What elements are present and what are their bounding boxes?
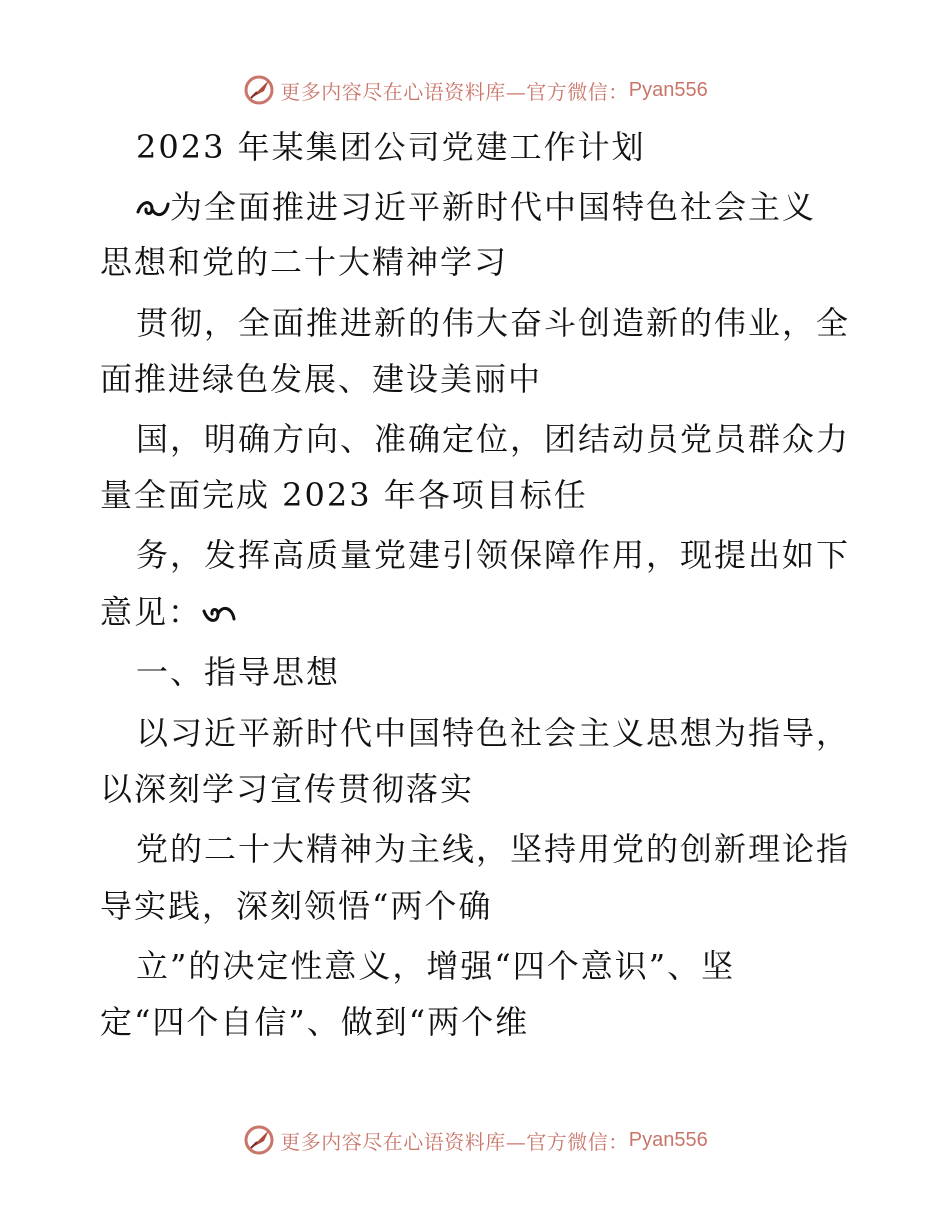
watermark-wechat-id: Pyan556	[628, 1128, 708, 1151]
paragraph-line: 导实践，深刻领悟“两个确	[100, 887, 493, 925]
quill-logo-icon	[242, 1123, 276, 1157]
paragraph-line: 务，发挥高质量党建引领保障作用，现提出如下	[136, 536, 851, 574]
watermark-text: 更多内容尽在心语资料库—官方微信：	[280, 1129, 629, 1154]
document-title: 2023 年某集团公司党建工作计划	[136, 128, 646, 166]
paragraph-line: 贯彻，全面推进新的伟大奋斗创造新的伟业，全	[136, 304, 851, 342]
swirl-ornament-icon	[136, 196, 170, 222]
watermark-header	[0, 70, 950, 110]
paragraph-line: 思想和党的二十大精神学习	[100, 243, 509, 281]
paragraph-line	[136, 187, 816, 227]
watermark-wechat-id: Pyan556	[628, 78, 708, 101]
paragraph-line: 以深刻学习宣传贯彻落实	[100, 770, 475, 808]
paragraph-line: 党的二十大精神为主线，坚持用党的创新理论指	[136, 830, 851, 868]
paragraph-line: 立”的决定性意义，增强“四个意识”、坚	[136, 947, 736, 985]
paragraph-line	[100, 592, 236, 632]
paragraph-line: 面推进绿色发展、建设美丽中	[100, 360, 543, 398]
quill-logo-icon	[242, 73, 276, 107]
paragraph-line: 国，明确方向、准确定位，团结动员党员群众力	[136, 420, 851, 458]
paragraph-line: 定“四个自信”、做到“两个维	[100, 1003, 530, 1041]
paragraph-line: 以习近平新时代中国特色社会主义思想为指导，	[136, 714, 851, 752]
watermark-footer	[0, 1120, 950, 1160]
paragraph-text: 意见：	[100, 593, 203, 631]
paragraph-text: 为全面推进习近平新时代中国特色社会主义	[170, 188, 817, 226]
section-heading: 一、指导思想	[136, 653, 341, 691]
watermark-text: 更多内容尽在心语资料库—官方微信：	[280, 79, 629, 104]
paragraph-line: 量全面完成 2023 年各项目标任	[100, 476, 588, 514]
swirl-ornament-icon	[202, 601, 236, 627]
